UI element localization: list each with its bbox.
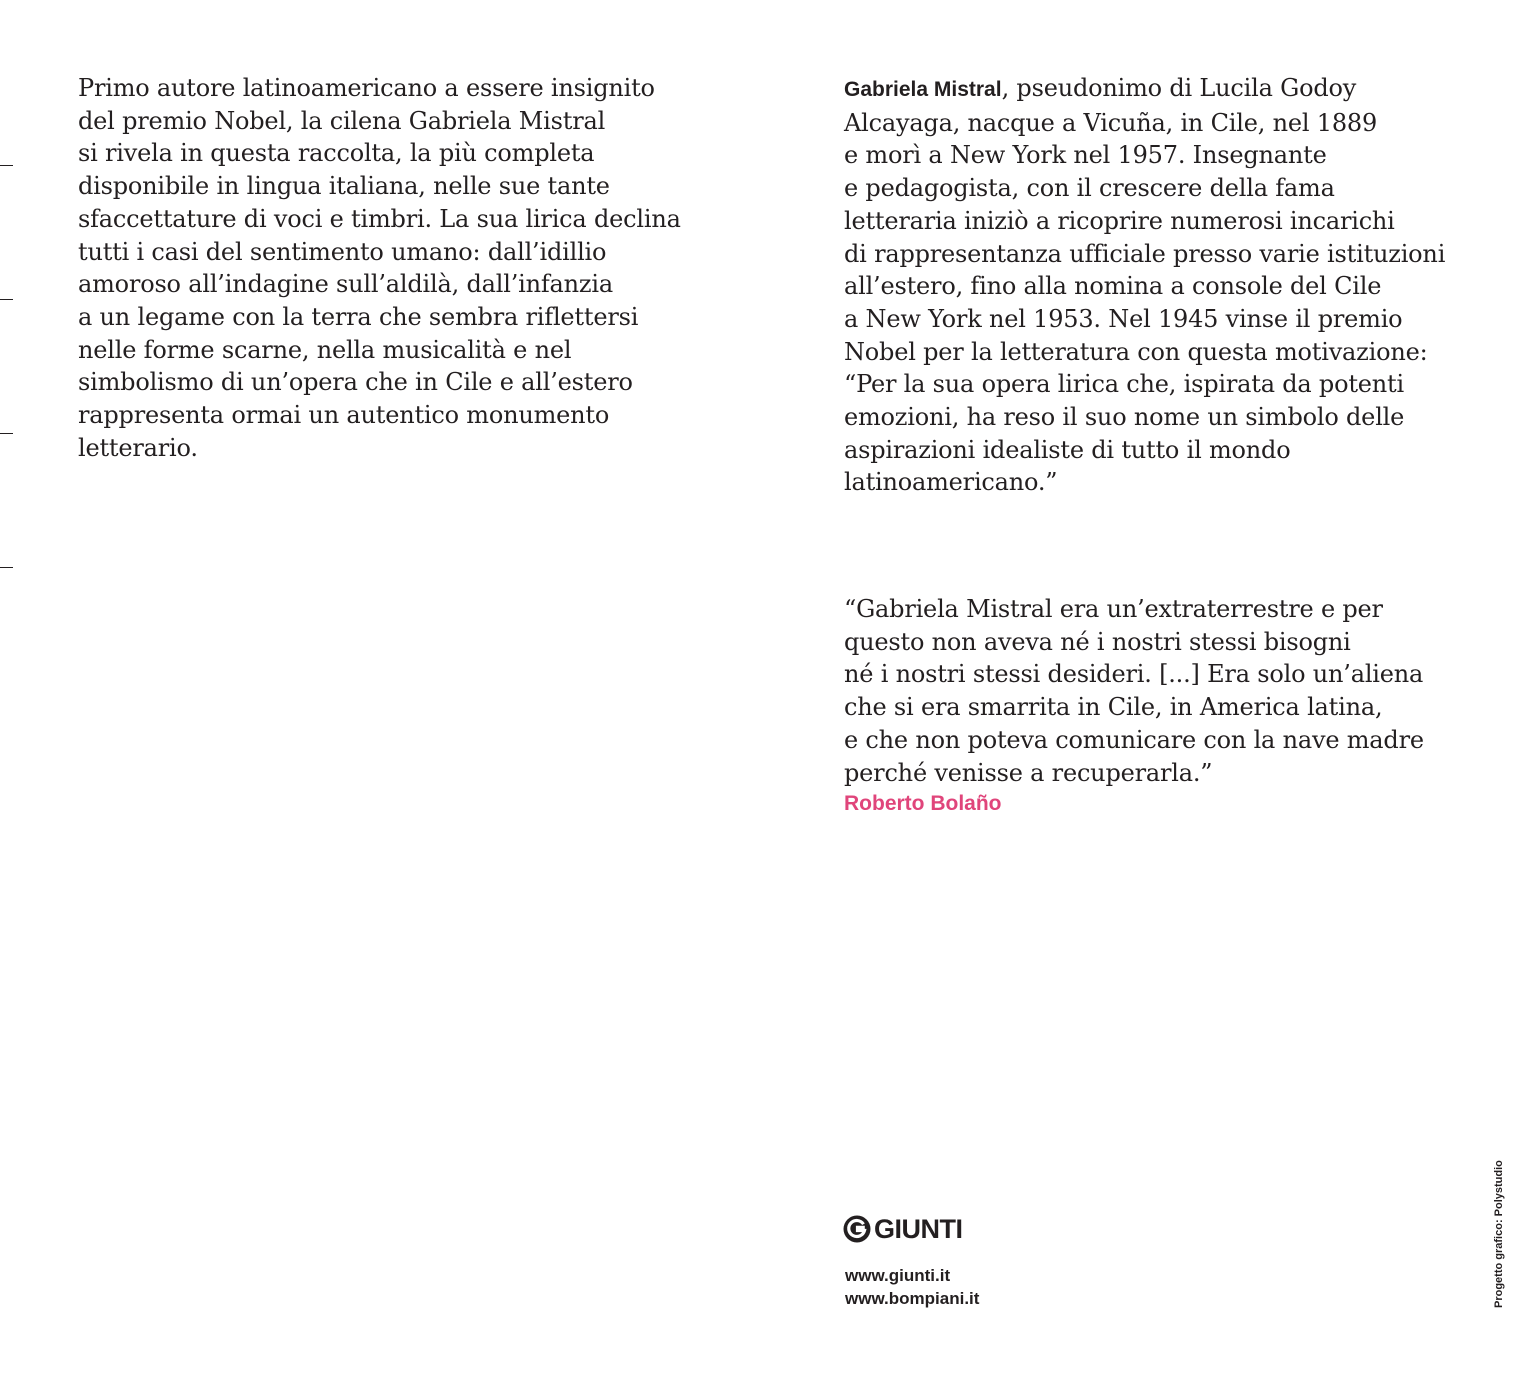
- bio-line: aspirazioni idealiste di tutto il mondo: [844, 435, 1291, 464]
- blurb-line: sfaccettature di voci e timbri. La sua lirica declina: [78, 204, 681, 233]
- publisher-logo: [843, 1214, 963, 1244]
- blurb-line: disponibile in lingua italiana, nelle sue tante: [78, 172, 610, 201]
- margin-tick-mark: [0, 165, 13, 166]
- bio-line: “Per la sua opera lirica che, ispirata da potenti: [844, 370, 1404, 399]
- bio-line: emozioni, ha reso il suo nome un simbolo delle: [844, 403, 1405, 432]
- pull-quote: [844, 593, 1464, 819]
- blurb-line: amoroso all’indagine sull’aldilà, dall’infanzia: [78, 270, 613, 299]
- quote-line: questo non aveva né i nostri stessi bisogni: [844, 627, 1351, 656]
- author-bio: [844, 72, 1444, 499]
- bio-line: Nobel per la letteratura con questa motivazione:: [844, 337, 1428, 366]
- publisher-urls: [845, 1264, 979, 1310]
- blurb-line: nelle forme scarne, nella musicalità e nel: [78, 335, 572, 364]
- quote-line: perché venisse a recuperarla.”: [844, 758, 1213, 787]
- blurb-line: letterario.: [78, 433, 198, 462]
- bio-line: e morì a New York nel 1957. Insegnante: [844, 141, 1327, 170]
- bio-line: latinoamericano.”: [844, 468, 1058, 497]
- quote-attribution: Roberto Bolaño: [844, 792, 1002, 816]
- bio-author-name: Gabriela Mistral: [844, 78, 1002, 101]
- quote-line: né i nostri stessi desideri. [...] Era solo un’aliena: [844, 660, 1424, 689]
- bio-line: all’estero, fino alla nomina a console del Cile: [844, 272, 1382, 301]
- blurb-line: simbolismo di un’opera che in Cile e all’estero: [78, 368, 633, 397]
- bio-line: Alcayaga, nacque a Vicuña, in Cile, nel 1889: [844, 108, 1378, 137]
- margin-tick-mark: [0, 567, 13, 568]
- publisher-url-giunti[interactable]: www.giunti.it: [845, 1266, 951, 1285]
- publisher-logo-text: GIUNTI: [874, 1214, 963, 1244]
- quote-line: e che non poteva comunicare con la nave madre: [844, 725, 1424, 754]
- blurb-line: del premio Nobel, la cilena Gabriela Mistral: [78, 106, 606, 135]
- bio-line: [844, 72, 1444, 107]
- margin-tick-mark: [0, 433, 13, 434]
- margin-tick-mark: [0, 299, 13, 300]
- blurb-line: a un legame con la terra che sembra riflettersi: [78, 302, 639, 331]
- blurb-line: rappresenta ormai un autentico monumento: [78, 401, 610, 430]
- bio-line: a New York nel 1953. Nel 1945 vinse il premio: [844, 304, 1403, 333]
- blurb-line: si rivela in questa raccolta, la più completa: [78, 139, 595, 168]
- blurb-line: Primo autore latinoamericano a essere insignito: [78, 74, 655, 102]
- bio-first-line-text: , pseudonimo di Lucila Godoy: [1001, 74, 1357, 102]
- design-credit: Progetto grafico: Polystudio: [1493, 1160, 1505, 1308]
- publisher-url-bompiani[interactable]: www.bompiani.it: [845, 1289, 980, 1308]
- book-blurb: [78, 72, 698, 464]
- bio-line: letteraria iniziò a ricoprire numerosi incarichi: [844, 206, 1395, 235]
- quote-line: “Gabriela Mistral era un’extraterrestre e per: [844, 595, 1383, 623]
- quote-line: che si era smarrita in Cile, in America latina,: [844, 693, 1383, 722]
- bio-line: di rappresentanza ufficiale presso varie istituzioni: [844, 239, 1446, 268]
- blurb-line: tutti i casi del sentimento umano: dall’idillio: [78, 237, 607, 266]
- bio-line: e pedagogista, con il crescere della fama: [844, 174, 1335, 203]
- giunti-g-logo-icon: [843, 1215, 871, 1243]
